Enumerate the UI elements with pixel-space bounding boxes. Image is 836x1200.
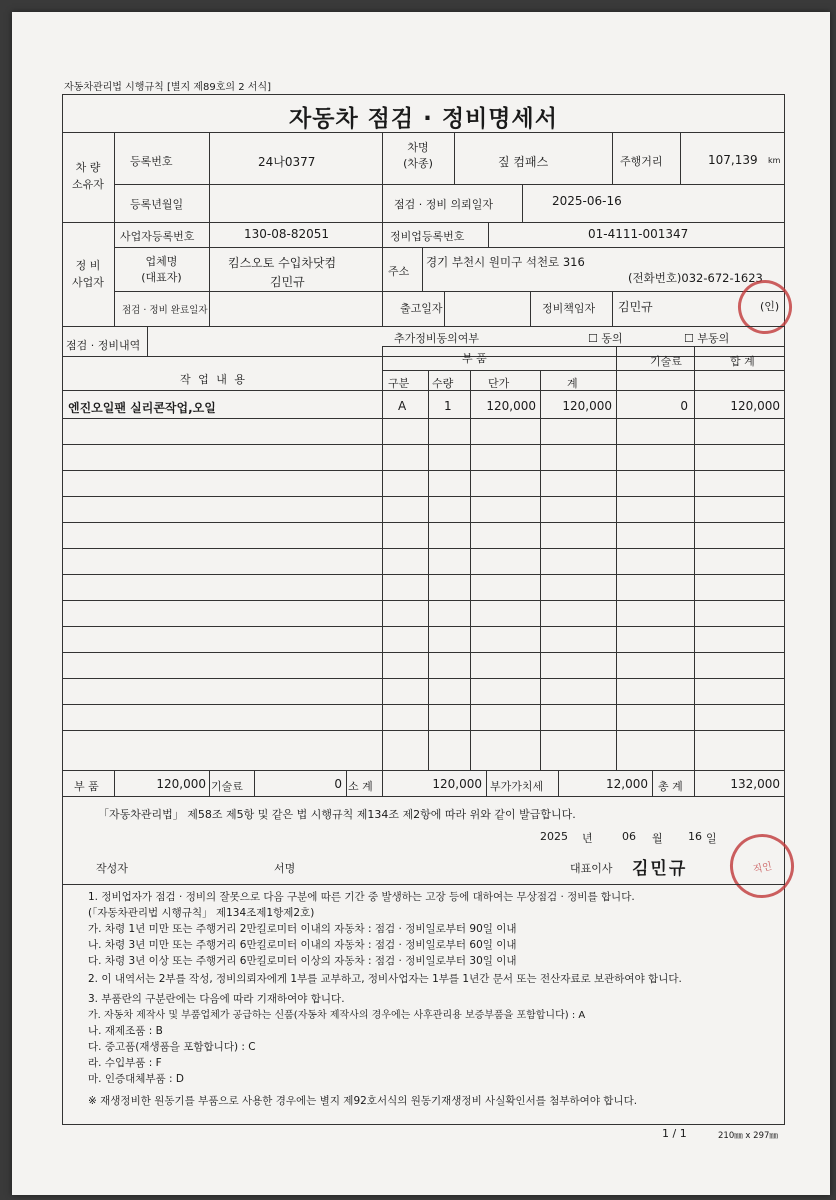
model-value: 짚 컴패스 <box>498 155 549 169</box>
shop-reg-value: 01-4111-001347 <box>588 227 689 241</box>
date-day: 16 <box>688 830 702 843</box>
line-shop-2 <box>114 291 785 292</box>
tech-sum-value: 0 <box>334 777 342 791</box>
paper-size: 210㎜ x 297㎜ <box>718 1131 778 1141</box>
v5 <box>680 132 681 184</box>
note-1-ref: (「자동차관리법 시행규칙」 제134조제1항제2호) <box>88 907 315 919</box>
col-5 <box>616 346 617 770</box>
row-line <box>62 444 785 445</box>
note-3e: 마. 인증대체부품 : D <box>88 1073 184 1085</box>
document-page <box>12 12 830 1195</box>
row-line <box>62 678 785 679</box>
s3 <box>254 770 255 796</box>
row-unit-price: 120,000 <box>486 399 536 413</box>
s4 <box>346 770 347 796</box>
v13 <box>530 291 531 326</box>
row-line <box>62 770 785 771</box>
row-line <box>62 600 785 601</box>
col-4 <box>540 370 541 770</box>
v10 <box>488 222 489 247</box>
line-summary-end <box>62 796 785 797</box>
writer-label: 작성자 <box>96 862 128 875</box>
sub-header-amount: 계 <box>567 377 578 390</box>
grand-total-label: 총 계 <box>658 780 683 793</box>
row-line <box>62 652 785 653</box>
note-1b: 나. 차령 3년 미만 또는 주행거리 6만킬로미터 이내의 자동차 : 점검 · 정비일로부터 60일 이내 <box>88 939 517 951</box>
s1 <box>114 770 115 796</box>
col-2 <box>428 370 429 770</box>
signature-label: 서명 <box>274 862 296 875</box>
biz-no-label: 사업자등록번호 <box>120 230 195 243</box>
seal-mark: (인) <box>760 300 780 313</box>
line-owner-mid <box>114 184 785 185</box>
address-value: 경기 부천시 원미구 석천로 316 <box>426 255 585 269</box>
v1 <box>209 132 210 184</box>
line-owner-end <box>62 222 785 223</box>
request-date-value: 2025-06-16 <box>552 194 622 208</box>
statement-text: 「자동차관리법」 제58조 제5항 및 같은 법 시행규칙 제134조 제2항에 따라 위와 같이 발급합니다. <box>98 808 576 821</box>
parts-header: 부 품 <box>462 352 487 365</box>
row-line <box>62 496 785 497</box>
row-line <box>62 470 785 471</box>
v3 <box>454 132 455 184</box>
parts-sum-value: 120,000 <box>156 777 206 791</box>
s2 <box>209 770 210 796</box>
address-label: 주소 <box>388 265 410 278</box>
col-6 <box>694 346 695 770</box>
row-work: 엔진오일팬 실리콘작업,오일 <box>68 401 216 415</box>
v11 <box>422 247 423 291</box>
sub-header-unit-price: 단가 <box>488 377 510 390</box>
note-1a: 가. 차령 1년 미만 또는 주행거리 2만킬로미터 이내의 자동차 : 점검 · 정비일로부터 90일 이내 <box>88 923 517 935</box>
note-3a: 가. 자동차 제작사 및 부품업체가 공급하는 신품(자동차 제작사의 경우에는 사후관리용 보증부품을 포함합니다) : A <box>88 1010 586 1021</box>
company-value: 킴스오토 수입차닷컴 <box>228 256 337 270</box>
frame-left <box>62 94 63 1124</box>
agree-checkbox[interactable]: ☐ 동의 <box>588 332 623 345</box>
col-3 <box>470 370 471 770</box>
total-header: 합 계 <box>730 355 755 368</box>
vat-value: 12,000 <box>606 777 648 791</box>
row-line <box>62 704 785 705</box>
line-statement-end <box>62 884 785 885</box>
document-title: 자동차 점검 · 정비명세서 <box>289 106 558 132</box>
v14 <box>612 291 613 326</box>
date-month: 06 <box>622 830 636 843</box>
date-month-unit: 월 <box>652 832 663 845</box>
reg-no-value: 24나0377 <box>258 155 316 169</box>
date-year-unit: 년 <box>582 832 593 845</box>
s6 <box>486 770 487 796</box>
tech-sum-label: 기술료 <box>211 780 243 793</box>
row-line <box>62 522 785 523</box>
ceo-name: 김민규 <box>632 859 688 879</box>
row-amount: 120,000 <box>562 399 612 413</box>
company-stamp: 직인 <box>724 828 800 904</box>
frame-right <box>784 94 785 1124</box>
line-parts-sub <box>382 370 785 371</box>
completion-date-label: 점검 · 정비 완료일자 <box>122 305 208 316</box>
line-shop-1 <box>114 247 785 248</box>
grand-total-value: 132,000 <box>730 777 780 791</box>
s8 <box>652 770 653 796</box>
v6 <box>209 184 210 222</box>
request-date-label: 점검 · 정비 의뢰일자 <box>394 198 493 211</box>
mileage-unit: km <box>768 156 781 165</box>
row-type: A <box>398 399 407 413</box>
parts-sum-label: 부 품 <box>74 780 99 793</box>
model-label: 차명 (차종) <box>403 141 433 170</box>
frame-bottom <box>62 1124 785 1125</box>
manager-label: 정비책임자 <box>542 302 596 315</box>
form-reference: 자동차관리법 시행규칙 [별지 제89호의 2 서식] <box>64 82 272 93</box>
sub-header-type: 구분 <box>388 377 410 390</box>
release-date-label: 출고일자 <box>400 302 443 315</box>
phone-value: (전화번호)032-672-1623 <box>628 271 763 285</box>
subtotal-label: 소 계 <box>348 780 373 793</box>
row-line <box>62 730 785 731</box>
s7 <box>558 770 559 796</box>
row-line <box>62 574 785 575</box>
manager-value: 김민규 <box>618 300 653 314</box>
reg-no-label: 등록번호 <box>130 155 173 168</box>
subtotal-value: 120,000 <box>432 777 482 791</box>
note-2: 2. 이 내역서는 2부를 작성, 정비의뢰자에게 1부를 교부하고, 정비사업자는 1부를 1년간 문서 또는 전산자료로 보관하여야 합니다. <box>88 973 682 985</box>
owner-section-label: 차 량 소유자 <box>72 161 104 191</box>
v-owner <box>114 132 115 222</box>
line-shop-end <box>62 326 785 327</box>
line-consent <box>382 346 785 347</box>
s9 <box>694 770 695 796</box>
note-3b: 나. 재제조품 : B <box>88 1025 163 1037</box>
tech-fee-header: 기술료 <box>650 355 682 368</box>
row-tech-fee: 0 <box>680 399 688 413</box>
ceo-label: 대표이사 <box>570 862 613 875</box>
consent-label: 추가정비동의여부 <box>394 332 480 345</box>
reg-date-label: 등록년월일 <box>130 198 184 211</box>
mileage-label: 주행거리 <box>620 155 663 168</box>
shop-section-label: 정 비 사업자 <box>72 259 104 289</box>
s5 <box>382 770 383 796</box>
note-remark: ※ 재생정비한 원동기를 부품으로 사용한 경우에는 별지 제92호서식의 원동기재생정비 사실확인서를 첨부하여야 합니다. <box>88 1095 638 1107</box>
sub-header-qty: 수량 <box>432 377 454 390</box>
row-line <box>62 626 785 627</box>
v12 <box>444 291 445 326</box>
shop-reg-label: 정비업등록번호 <box>390 230 465 243</box>
row-qty: 1 <box>444 399 452 413</box>
company-label: 업체명 (대표자) <box>141 255 182 284</box>
v15 <box>147 326 148 356</box>
note-1c: 다. 차령 3년 이상 또는 주행거리 6만킬로미터 이상의 자동차 : 점검 · 정비일로부터 30일 이내 <box>88 955 517 967</box>
v8 <box>209 222 210 326</box>
line-title <box>62 132 785 133</box>
biz-no-value: 130-08-82051 <box>244 227 330 241</box>
row-total: 120,000 <box>730 399 780 413</box>
row-line <box>62 418 785 419</box>
col-1 <box>382 346 383 770</box>
date-day-unit: 일 <box>706 832 717 845</box>
frame-top <box>62 94 785 95</box>
work-content-label: 점검 · 정비내역 <box>66 339 141 352</box>
date-year: 2025 <box>540 830 568 843</box>
note-3d: 라. 수입부품 : F <box>88 1057 162 1069</box>
disagree-checkbox[interactable]: ☐ 부동의 <box>684 332 730 345</box>
page-number: 1 / 1 <box>662 1127 687 1140</box>
line-table-header-end <box>62 390 785 391</box>
vat-label: 부가가치세 <box>490 780 544 793</box>
mileage-value: 107,139 <box>708 153 758 167</box>
note-1: 1. 정비업자가 점검 · 정비의 잘못으로 다음 구분에 따른 기간 중 발생하는 고장 등에 대하여는 무상점검 · 정비를 합니다. <box>88 891 635 903</box>
note-3: 3. 부품란의 구분란에는 다음에 따라 기재하여야 합니다. <box>88 993 345 1005</box>
v7 <box>522 184 523 222</box>
note-3c: 다. 중고품(재생품을 포함합니다) : C <box>88 1041 256 1053</box>
work-header: 작 업 내 용 <box>180 373 247 386</box>
representative-value: 김민규 <box>270 275 305 289</box>
v4 <box>612 132 613 184</box>
v9 <box>382 222 383 326</box>
row-line <box>62 548 785 549</box>
